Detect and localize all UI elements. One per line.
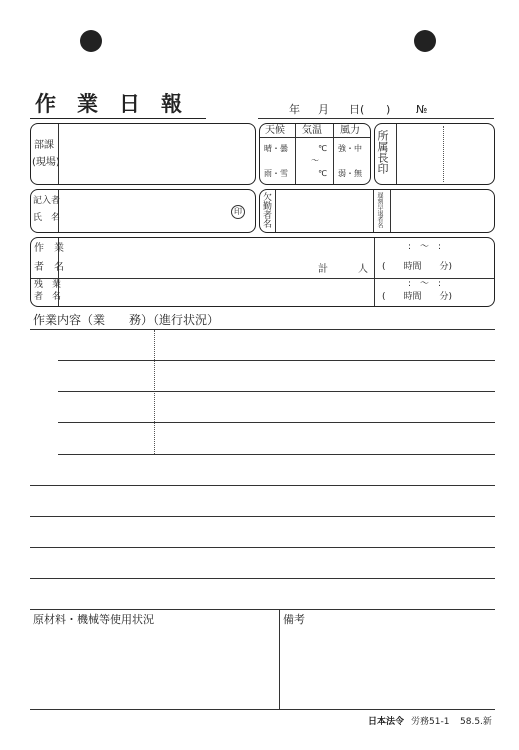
content-heading: 作業内容（業 務）（進行状況） [33, 313, 220, 327]
content-heading-line [30, 329, 495, 330]
overtime-names-field[interactable] [60, 280, 370, 304]
bottom-line [30, 709, 495, 710]
materials-remarks-divider [279, 609, 280, 709]
remarks-field[interactable] [282, 630, 492, 706]
footer-code: 労務51-1 [411, 717, 450, 727]
early-leaver-divider [390, 190, 391, 232]
early-leaver-field[interactable] [392, 192, 492, 230]
dept-sublabel: (現場) [32, 157, 60, 168]
materials-heading: 原材料・機械等使用状況 [33, 613, 154, 626]
weather-col-fuuryoku: 風力 [340, 125, 360, 136]
chief-label: 所属長印 [376, 130, 389, 174]
title-underline [30, 118, 206, 119]
workers-sublabel: 者 名 [34, 262, 64, 273]
weather-col1 [295, 124, 296, 184]
temp-mid: ～ [311, 156, 319, 165]
recorder-label: 記入者 [33, 196, 61, 206]
workers-label: 作 業 [34, 243, 64, 254]
absentee-field[interactable] [277, 192, 371, 230]
weather-col-tenko: 天候 [265, 125, 285, 136]
wind-options-bottom[interactable]: 弱・無 [338, 169, 362, 178]
seal-mark: 印 [231, 205, 245, 219]
weather-header-line [260, 137, 370, 138]
punch-hole-right [414, 30, 436, 52]
chief-seal-field-2[interactable] [445, 126, 491, 182]
chief-seal-divider [443, 126, 444, 182]
weather-col-kion: 気温 [302, 125, 322, 136]
chief-seal-field-1[interactable] [398, 126, 441, 182]
footer-version: 58.5.新 [460, 717, 492, 727]
page-title: 作 業 日 報 [35, 92, 182, 116]
early-leaver-label: 遅刻早退者名 [376, 192, 383, 228]
workers-total: 計 人 [318, 264, 368, 275]
workers-time-divider [374, 238, 375, 306]
date-year-label: 年 [289, 103, 300, 116]
dept-label: 部課 [34, 140, 54, 151]
date-day-label: 日( [349, 103, 365, 116]
content-field[interactable] [32, 331, 494, 607]
temp-bottom[interactable]: ℃ [318, 169, 327, 178]
punch-hole-left [80, 30, 102, 52]
absentee-label: 欠勤者名 [261, 192, 271, 228]
number-label: № [416, 103, 428, 116]
overtime-label: 残 業 [34, 280, 62, 290]
date-underline [258, 118, 494, 119]
date-month-label: 月 [318, 103, 329, 116]
footer-brand: 日本法令 [368, 717, 405, 727]
remarks-heading: 備考 [283, 613, 305, 626]
dept-field[interactable] [60, 126, 252, 182]
sky-options-bottom[interactable]: 雨・雪 [264, 169, 288, 178]
absentee-label-divider [275, 190, 276, 232]
absentee-field-divider [373, 190, 374, 232]
materials-top-line [30, 609, 495, 610]
overtime-time-range[interactable]: : ～ : [408, 279, 442, 289]
overtime-sublabel: 者 名 [34, 292, 62, 302]
recorder-name-field[interactable] [60, 192, 228, 230]
date-paren-close: ) [386, 103, 391, 116]
wind-options-top[interactable]: 強・中 [338, 144, 362, 153]
materials-field[interactable] [32, 630, 276, 706]
dept-divider [58, 124, 59, 184]
temp-top[interactable]: ℃ [318, 144, 327, 153]
sky-options-top[interactable]: 晴・曇 [264, 144, 288, 153]
workers-time-duration[interactable]: ( 時間 分) [382, 262, 453, 272]
recorder-sublabel: 氏 名 [33, 213, 61, 223]
chief-label-divider [396, 124, 397, 184]
workers-names-field[interactable] [60, 240, 310, 276]
workers-time-range[interactable]: : ～ : [408, 242, 442, 252]
weather-col2 [333, 124, 334, 184]
overtime-time-duration[interactable]: ( 時間 分) [382, 292, 453, 302]
